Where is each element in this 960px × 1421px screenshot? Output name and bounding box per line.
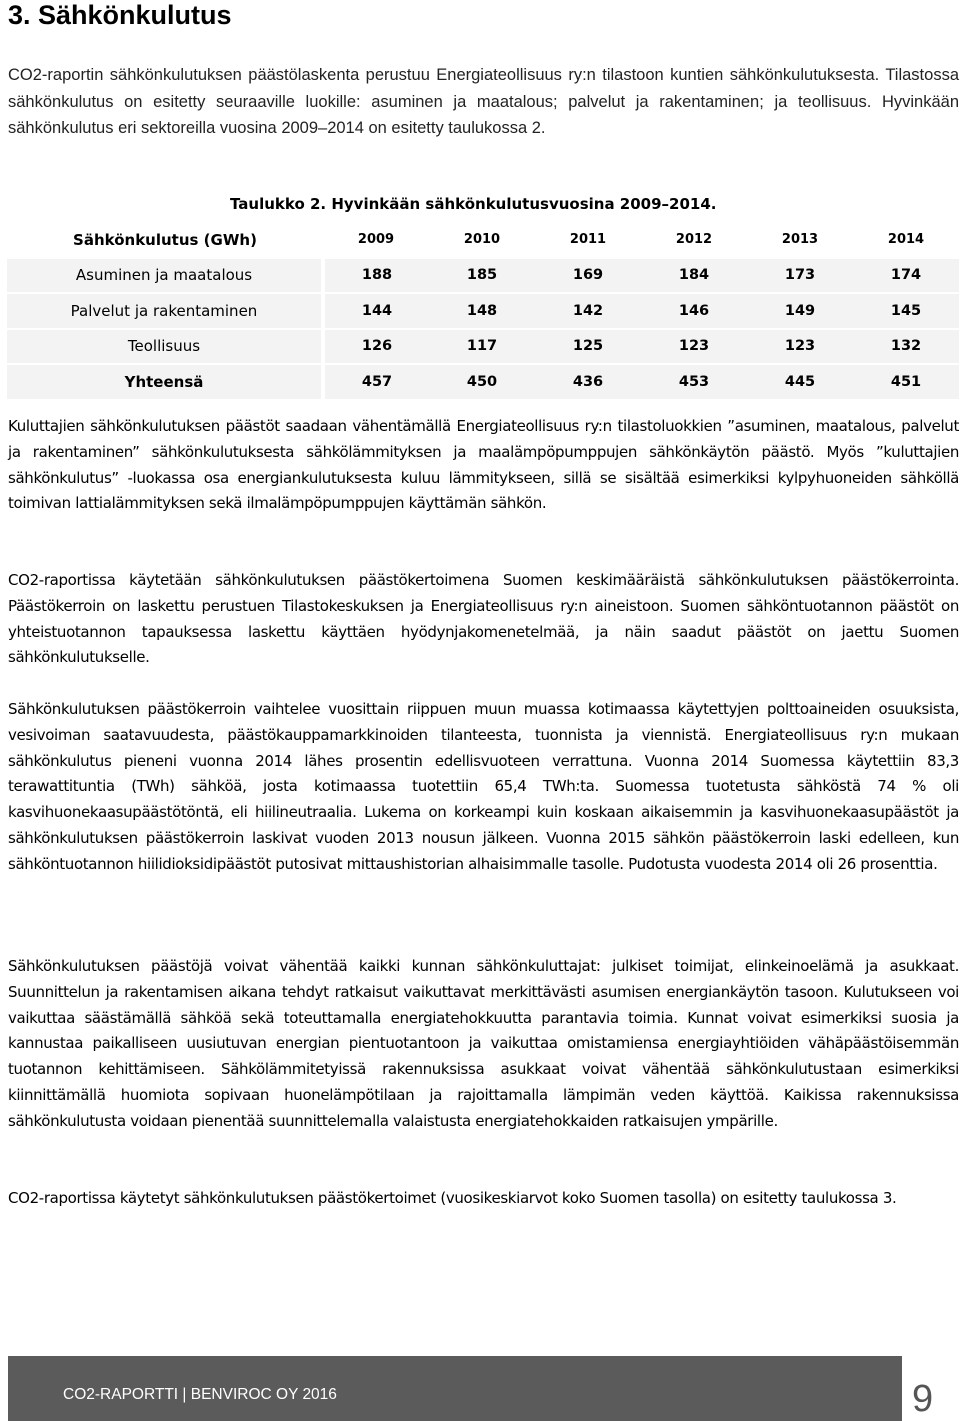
table-cell: 450 — [429, 364, 535, 400]
year-header: 2012 — [641, 223, 747, 258]
table-cell: 132 — [853, 329, 959, 365]
body-paragraph: CO2-raportissa käytetyt sähkönkulutuksen päästökertoimet (vuosikeskiarvot koko Suomen tasolla) on esitetty taulukossa 3. — [8, 1189, 897, 1207]
intro-paragraph: CO2-raportin sähkönkulutuksen päästölaskenta perustuu Energiateollisuus ry:n tilastoon kuntien sähkönkulutuksesta. Tilastossa sähkönkulutus on esitetty seuraaville luokille: asuminen ja maatalous; palvelut ja rakentaminen; ja teollisuus. Hyvinkään sähkönkulutus eri sektoreilla vuosina 2009–2014 on esitetty taulukossa 2. — [8, 66, 959, 137]
body-paragraph: CO2-raportissa käytetään sähkönkulutuksen päästökertoimena Suomen keskimääräistä sähkönkulutuksen päästökerrointa. Päästökerroin on laskettu perustuen Tilastokeskuksen ja Energiateollisuus ry:n aineistoon. Suomen sähköntuotannon päästöt on yhteistuotannon tapauksessa laskettu käyttäen hyödynjakomenetelmää, ja näin saadut päästöt on jaettu Suomen sähkönkulutukselle. — [8, 571, 959, 667]
table-cell: 453 — [641, 364, 747, 400]
table-cell: 144 — [323, 293, 429, 329]
table-cell: 451 — [853, 364, 959, 400]
table-total-row — [7, 364, 959, 400]
row-label: Asuminen ja maatalous — [7, 258, 323, 294]
table-cell: 188 — [323, 258, 429, 294]
row-label: Palvelut ja rakentaminen — [7, 293, 323, 329]
table-row — [7, 293, 959, 329]
table-cell: 123 — [641, 329, 747, 365]
table-cell: 123 — [747, 329, 853, 365]
row-label: Yhteensä — [7, 364, 323, 400]
table-cell: 457 — [323, 364, 429, 400]
year-header: 2009 — [323, 223, 429, 258]
body-paragraph: Kuluttajien sähkönkulutuksen päästöt saadaan vähentämällä Energiateollisuus ry:n tilastoluokkien ”asuminen, maatalous, palvelut ja rakentaminen” sähkönkulutuksesta sähkölämmityksen ja maalämpöpumppujen sähkönkäytön päästö. Myös ”kuluttajien sähkönkulutus” -luokassa osa energiankulutuksesta kuluu lämmitykseen, sillä se sisältää esimerkiksi kylpyhuoneiden sähköllä toimivan lattialämmityksen sekä ilmalämpöpumppujen käyttämän sähkön. — [8, 417, 959, 513]
table-row — [7, 329, 959, 365]
table-cell: 146 — [641, 293, 747, 329]
table-cell: 184 — [641, 258, 747, 294]
footer-label: CO2-RAPORTTI | BENVIROC OY 2016 — [63, 1386, 337, 1403]
table-cell: 145 — [853, 293, 959, 329]
table-row — [7, 258, 959, 294]
table-cell: 117 — [429, 329, 535, 365]
page-number: 9 — [912, 1378, 934, 1420]
table-cell: 173 — [747, 258, 853, 294]
table-cell: 125 — [535, 329, 641, 365]
table-row-header: Sähkönkulutus (GWh) — [7, 223, 323, 258]
body-paragraph: Sähkönkulutuksen päästökerroin vaihtelee vuosittain riippuen muun muassa kotimaassa käytettyjen polttoaineiden osuuksista, vesivoiman saatavuudesta, päästökauppamarkkinoiden tilanteesta, tuonnista ja viennistä. Energiateollisuus ry:n mukaan sähkönkulutus pieneni vuonna 2014 lähes prosentin edellisvuoteen verrattuna. Vuonna 2014 Suomessa käytettiin 83,3 terawattituntia (TWh) sähköä, josta kotimaassa tuotettiin 65,4 TWh:ta. Suomessa tuotetusta sähköstä 74 % oli kasvihuonekaasupäästötöntä, eli hiilineutraalia. Lukema on korkeampi kuin koskaan aikaisemmin ja kasvihuonekaasupäästöt ja sähkönkulutuksen päästökerroin laskivat vuoden 2013 nousun jälkeen. Vuonna 2015 sähkön päästökerroin laski edelleen, kun sähköntuotannon hiilidioksidipäästöt putosivat mittaushistorian alhaisimmalle tasolle. Pudotusta vuodesta 2014 oli 26 prosenttia. — [8, 700, 959, 873]
table-cell: 185 — [429, 258, 535, 294]
body-paragraph: Sähkönkulutuksen päästöjä voivat vähentää kaikki kunnan sähkönkuluttajat: julkiset toimijat, elinkeinoelämä ja asukkaat. Suunnittelun ja rakentamisen aikana tehdyt ratkaisut vaikuttavat merkittävästi asumisen energiankäytön tasoon. Kulutukseen voi vaikuttaa säästämällä sähköä sekä toteuttamalla energiatehokkuutta parantavia toimia. Kunnat voivat esimerkiksi suosia ja kannustaa paikalliseen uusiutuvan energian pientuotantoon ja vaikuttaa omistamiensa energiayhtiöiden vähäpäästöisemmän tuotannon kehittämiseen. Sähkölämmitetyissä rakennuksissa asukkaat voivat vähentää sähkönkulutustaan esimerkiksi kiinnittämällä huomiota sopivaan huonelämpötilaan ja rajoittamalla lämpimän veden käyttöä. Kaikissa rakennuksissa sähkönkulutusta voidaan pienentää suunnittelemalla valaistusta energiatehokkaiden ratkaisujen ympärille. — [8, 957, 959, 1130]
table-header-row — [7, 223, 959, 258]
table-cell: 149 — [747, 293, 853, 329]
row-label: Teollisuus — [7, 329, 323, 365]
table-cell: 174 — [853, 258, 959, 294]
section-heading: 3. Sähkönkulutus — [8, 0, 232, 30]
table-cell: 142 — [535, 293, 641, 329]
table-cell: 436 — [535, 364, 641, 400]
table-cell: 169 — [535, 258, 641, 294]
year-header: 2014 — [853, 223, 959, 258]
table-cell: 126 — [323, 329, 429, 365]
year-header: 2010 — [429, 223, 535, 258]
table-caption: Taulukko 2. Hyvinkään sähkönkulutusvuosina 2009–2014. — [230, 195, 717, 213]
year-header: 2011 — [535, 223, 641, 258]
electricity-consumption-table — [7, 223, 959, 401]
table-cell: 445 — [747, 364, 853, 400]
table-cell: 148 — [429, 293, 535, 329]
year-header: 2013 — [747, 223, 853, 258]
